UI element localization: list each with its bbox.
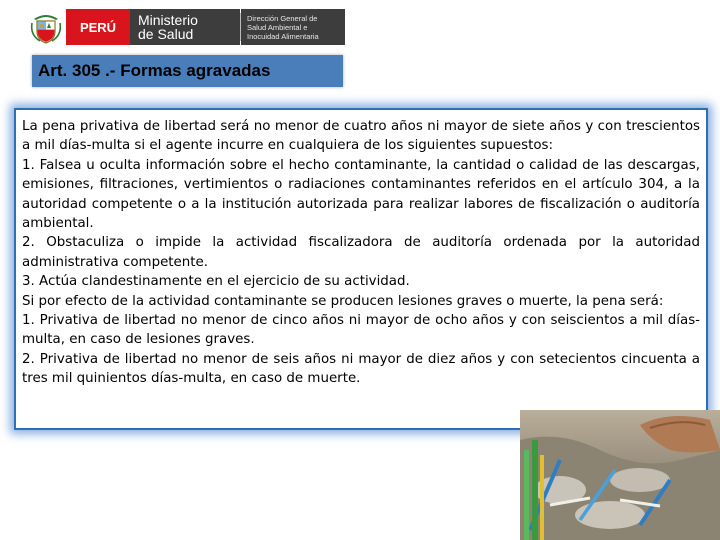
- paragraph-penalty-1: 1. Privativa de libertad no menor de cinco años ni mayor de ocho años y con seiscientos a mil días-multa, en caso de lesiones graves.: [22, 313, 700, 348]
- directorate-line-2: Salud Ambiental e: [247, 22, 308, 32]
- paragraph-intro: La pena privativa de libertad será no menor de cuatro años ni mayor de siete años y con trescientos a mil días-multa si el agente incurre en cualquiera de los siguientes supuestos:: [22, 119, 700, 154]
- ministry-line-2: de Salud: [138, 26, 194, 42]
- ministry-line-1: Ministerio: [138, 12, 198, 28]
- paragraph-penalty-2: 2. Privativa de libertad no menor de seis años ni mayor de diez años y con setecientos cincuenta a tres mil quinientos días-multa, en caso de muerte.: [22, 351, 700, 387]
- paragraph-item-3: 3. Actúa clandestinamente en el ejercicio de su actividad.: [22, 274, 410, 290]
- peru-coat-of-arms-icon: [28, 9, 64, 45]
- paragraph-aggravated: Si por efecto de la actividad contaminante se producen lesiones graves o muerte, la pena será:: [22, 293, 664, 309]
- slide-title-bar: [32, 55, 343, 87]
- directorate-name: [241, 9, 345, 45]
- directorate-line-3: Inocuidad Alimentaria: [247, 31, 319, 41]
- article-text-box: [14, 108, 708, 430]
- ministry-logo: [28, 8, 345, 46]
- paragraph-item-1: 1. Falsea u oculta información sobre el hecho contaminante, la cantidad o calidad de las descargas, emisiones, filtraciones, vertimientos o radiaciones contaminantes referidos en el artículo 304, a la autoridad competente o a la institución autorizada para realizar labores de fiscalización o auditoría ambiental.: [22, 157, 700, 232]
- ministry-name: [130, 9, 240, 45]
- peru-label: PERÚ: [66, 9, 130, 45]
- medical-waste-photo: [520, 410, 720, 540]
- directorate-line-1: Dirección General de: [247, 13, 318, 23]
- slide-title: Art. 305 .- Formas agravadas: [38, 61, 271, 80]
- paragraph-item-2: 2. Obstaculiza o impide la actividad fiscalizadora de auditoría ordenada por la autoridad administrativa competente.: [22, 235, 700, 270]
